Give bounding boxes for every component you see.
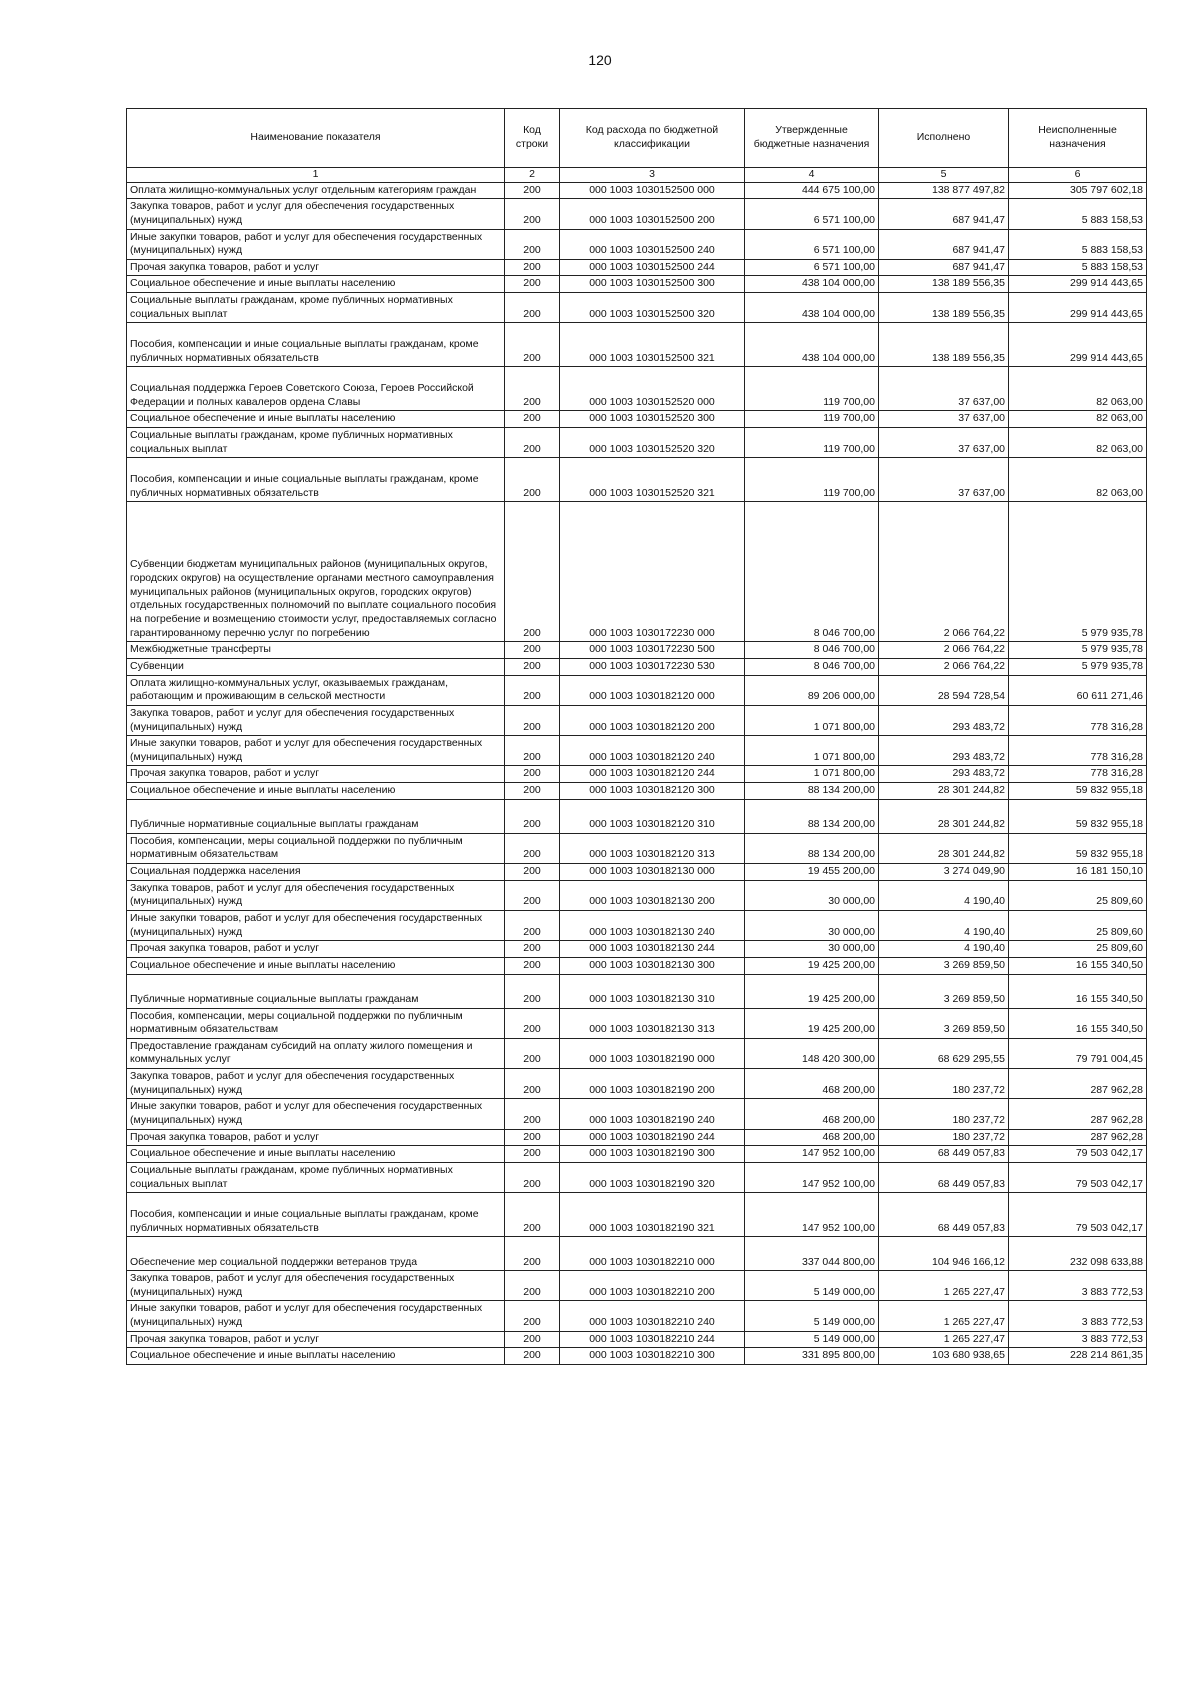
line-code-cell: 200	[505, 675, 560, 705]
indicator-name-cell: Закупка товаров, работ и услуг для обеспечения государственных (муниципальных) нужд	[127, 880, 505, 910]
indicator-name-cell: Прочая закупка товаров, работ и услуг	[127, 1331, 505, 1348]
unexecuted-amount-cell: 3 883 772,53	[1009, 1271, 1147, 1301]
approved-amount-cell: 6 571 100,00	[745, 229, 879, 259]
expense-code-cell: 000 1003 1030182190 244	[560, 1129, 745, 1146]
approved-amount-cell: 119 700,00	[745, 428, 879, 458]
header-approved: Утвержденные бюджетные назначения	[745, 109, 879, 168]
approved-amount-cell: 147 952 100,00	[745, 1146, 879, 1163]
unexecuted-amount-cell: 299 914 443,65	[1009, 293, 1147, 323]
executed-amount-cell: 68 449 057,83	[879, 1193, 1009, 1237]
approved-amount-cell: 5 149 000,00	[745, 1271, 879, 1301]
indicator-name-cell: Социальное обеспечение и иные выплаты населению	[127, 276, 505, 293]
expense-code-cell: 000 1003 1030182190 200	[560, 1069, 745, 1099]
approved-amount-cell: 119 700,00	[745, 411, 879, 428]
unexecuted-amount-cell: 3 883 772,53	[1009, 1301, 1147, 1331]
unexecuted-amount-cell: 778 316,28	[1009, 736, 1147, 766]
indicator-name-cell: Пособия, компенсации и иные социальные выплаты гражданам, кроме публичных нормативных обязательств	[127, 458, 505, 502]
expense-code-cell: 000 1003 1030182130 000	[560, 864, 745, 881]
table-row	[127, 367, 1147, 411]
indicator-name-cell: Предоставление гражданам субсидий на оплату жилого помещения и коммунальных услуг	[127, 1038, 505, 1068]
line-code-cell: 200	[505, 658, 560, 675]
line-code-cell: 200	[505, 910, 560, 940]
executed-amount-cell: 68 449 057,83	[879, 1146, 1009, 1163]
executed-amount-cell: 4 190,40	[879, 941, 1009, 958]
line-code-cell: 200	[505, 705, 560, 735]
line-code-cell: 200	[505, 293, 560, 323]
unexecuted-amount-cell: 5 883 158,53	[1009, 229, 1147, 259]
expense-code-cell: 000 1003 1030152500 000	[560, 182, 745, 199]
expense-code-cell: 000 1003 1030182130 244	[560, 941, 745, 958]
approved-amount-cell: 468 200,00	[745, 1069, 879, 1099]
expense-code-cell: 000 1003 1030152500 300	[560, 276, 745, 293]
line-code-cell: 200	[505, 864, 560, 881]
expense-code-cell: 000 1003 1030182190 240	[560, 1099, 745, 1129]
table-row	[127, 411, 1147, 428]
table-row	[127, 783, 1147, 800]
approved-amount-cell: 1 071 800,00	[745, 705, 879, 735]
table-row	[127, 675, 1147, 705]
executed-amount-cell: 2 066 764,22	[879, 502, 1009, 642]
line-code-cell: 200	[505, 323, 560, 367]
indicator-name-cell: Социальное обеспечение и иные выплаты населению	[127, 957, 505, 974]
approved-amount-cell: 1 071 800,00	[745, 736, 879, 766]
executed-amount-cell: 180 237,72	[879, 1099, 1009, 1129]
expense-code-cell: 000 1003 1030182120 200	[560, 705, 745, 735]
executed-amount-cell: 1 265 227,47	[879, 1301, 1009, 1331]
line-code-cell: 200	[505, 1146, 560, 1163]
table-row	[127, 642, 1147, 659]
expense-code-cell: 000 1003 1030182120 310	[560, 799, 745, 833]
indicator-name-cell: Иные закупки товаров, работ и услуг для обеспечения государственных (муниципальных) нужд	[127, 910, 505, 940]
unexecuted-amount-cell: 25 809,60	[1009, 941, 1147, 958]
header-line-code: Код строки	[505, 109, 560, 168]
unexecuted-amount-cell: 79 791 004,45	[1009, 1038, 1147, 1068]
indicator-name-cell: Социальные выплаты гражданам, кроме публичных нормативных социальных выплат	[127, 293, 505, 323]
column-number-row	[127, 168, 1147, 183]
approved-amount-cell: 6 571 100,00	[745, 199, 879, 229]
line-code-cell: 200	[505, 736, 560, 766]
approved-amount-cell: 19 425 200,00	[745, 974, 879, 1008]
indicator-name-cell: Пособия, компенсации и иные социальные выплаты гражданам, кроме публичных нормативных обязательств	[127, 1193, 505, 1237]
table-row	[127, 428, 1147, 458]
executed-amount-cell: 68 449 057,83	[879, 1162, 1009, 1192]
executed-amount-cell: 37 637,00	[879, 367, 1009, 411]
unexecuted-amount-cell: 5 979 935,78	[1009, 642, 1147, 659]
unexecuted-amount-cell: 59 832 955,18	[1009, 783, 1147, 800]
line-code-cell: 200	[505, 799, 560, 833]
unexecuted-amount-cell: 16 155 340,50	[1009, 1008, 1147, 1038]
column-number: 6	[1009, 168, 1147, 183]
line-code-cell: 200	[505, 428, 560, 458]
approved-amount-cell: 119 700,00	[745, 367, 879, 411]
expense-code-cell: 000 1003 1030182120 244	[560, 766, 745, 783]
executed-amount-cell: 28 301 244,82	[879, 783, 1009, 800]
executed-amount-cell: 28 301 244,82	[879, 799, 1009, 833]
header-executed: Исполнено	[879, 109, 1009, 168]
executed-amount-cell: 293 483,72	[879, 705, 1009, 735]
table-row	[127, 1146, 1147, 1163]
executed-amount-cell: 3 269 859,50	[879, 957, 1009, 974]
approved-amount-cell: 331 895 800,00	[745, 1348, 879, 1365]
expense-code-cell: 000 1003 1030182130 240	[560, 910, 745, 940]
expense-code-cell: 000 1003 1030152500 200	[560, 199, 745, 229]
expense-code-cell: 000 1003 1030182210 240	[560, 1301, 745, 1331]
line-code-cell: 200	[505, 1008, 560, 1038]
expense-code-cell: 000 1003 1030182210 300	[560, 1348, 745, 1365]
line-code-cell: 200	[505, 1331, 560, 1348]
indicator-name-cell: Оплата жилищно-коммунальных услуг отдельным категориям граждан	[127, 182, 505, 199]
table-body	[127, 182, 1147, 1364]
table-row	[127, 502, 1147, 642]
line-code-cell: 200	[505, 783, 560, 800]
page-number: 120	[588, 52, 612, 68]
unexecuted-amount-cell: 287 962,28	[1009, 1069, 1147, 1099]
indicator-name-cell: Оплата жилищно-коммунальных услуг, оказываемых гражданам, работающим и проживающим в сельской местности	[127, 675, 505, 705]
expense-code-cell: 000 1003 1030182120 000	[560, 675, 745, 705]
expense-code-cell: 000 1003 1030182210 200	[560, 1271, 745, 1301]
line-code-cell: 200	[505, 367, 560, 411]
table-row	[127, 1348, 1147, 1365]
executed-amount-cell: 138 189 556,35	[879, 276, 1009, 293]
indicator-name-cell: Социальное обеспечение и иные выплаты населению	[127, 1348, 505, 1365]
indicator-name-cell: Пособия, компенсации, меры социальной поддержки по публичным нормативным обязательствам	[127, 1008, 505, 1038]
table-row	[127, 259, 1147, 276]
approved-amount-cell: 88 134 200,00	[745, 799, 879, 833]
approved-amount-cell: 8 046 700,00	[745, 642, 879, 659]
executed-amount-cell: 28 594 728,54	[879, 675, 1009, 705]
unexecuted-amount-cell: 82 063,00	[1009, 458, 1147, 502]
unexecuted-amount-cell: 5 979 935,78	[1009, 502, 1147, 642]
indicator-name-cell: Социальная поддержка Героев Советского Союза, Героев Российской Федерации и полных кавалеров ордена Славы	[127, 367, 505, 411]
executed-amount-cell: 103 680 938,65	[879, 1348, 1009, 1365]
line-code-cell: 200	[505, 1301, 560, 1331]
column-number: 4	[745, 168, 879, 183]
expense-code-cell: 000 1003 1030152520 320	[560, 428, 745, 458]
unexecuted-amount-cell: 778 316,28	[1009, 766, 1147, 783]
unexecuted-amount-cell: 60 611 271,46	[1009, 675, 1147, 705]
executed-amount-cell: 138 877 497,82	[879, 182, 1009, 199]
line-code-cell: 200	[505, 957, 560, 974]
indicator-name-cell: Субвенции	[127, 658, 505, 675]
indicator-name-cell: Прочая закупка товаров, работ и услуг	[127, 766, 505, 783]
approved-amount-cell: 337 044 800,00	[745, 1237, 879, 1271]
indicator-name-cell: Иные закупки товаров, работ и услуг для обеспечения государственных (муниципальных) нужд	[127, 229, 505, 259]
expense-code-cell: 000 1003 1030182190 300	[560, 1146, 745, 1163]
approved-amount-cell: 438 104 000,00	[745, 293, 879, 323]
indicator-name-cell: Пособия, компенсации, меры социальной поддержки по публичным нормативным обязательствам	[127, 833, 505, 863]
table-row	[127, 276, 1147, 293]
table-row	[127, 458, 1147, 502]
table-row	[127, 1008, 1147, 1038]
executed-amount-cell: 138 189 556,35	[879, 293, 1009, 323]
expense-code-cell: 000 1003 1030182120 240	[560, 736, 745, 766]
approved-amount-cell: 88 134 200,00	[745, 783, 879, 800]
expense-code-cell: 000 1003 1030172230 500	[560, 642, 745, 659]
line-code-cell: 200	[505, 1348, 560, 1365]
indicator-name-cell: Закупка товаров, работ и услуг для обеспечения государственных (муниципальных) нужд	[127, 199, 505, 229]
table-row	[127, 957, 1147, 974]
line-code-cell: 200	[505, 199, 560, 229]
table-row	[127, 864, 1147, 881]
line-code-cell: 200	[505, 974, 560, 1008]
approved-amount-cell: 119 700,00	[745, 458, 879, 502]
approved-amount-cell: 147 952 100,00	[745, 1193, 879, 1237]
approved-amount-cell: 5 149 000,00	[745, 1331, 879, 1348]
unexecuted-amount-cell: 778 316,28	[1009, 705, 1147, 735]
line-code-cell: 200	[505, 880, 560, 910]
approved-amount-cell: 468 200,00	[745, 1129, 879, 1146]
indicator-name-cell: Межбюджетные трансферты	[127, 642, 505, 659]
header-indicator-name: Наименование показателя	[127, 109, 505, 168]
unexecuted-amount-cell: 82 063,00	[1009, 411, 1147, 428]
table-row	[127, 974, 1147, 1008]
table-row	[127, 736, 1147, 766]
table-row	[127, 229, 1147, 259]
approved-amount-cell: 8 046 700,00	[745, 502, 879, 642]
table-row	[127, 293, 1147, 323]
executed-amount-cell: 2 066 764,22	[879, 642, 1009, 659]
unexecuted-amount-cell: 16 181 150,10	[1009, 864, 1147, 881]
executed-amount-cell: 687 941,47	[879, 199, 1009, 229]
table-row	[127, 880, 1147, 910]
table-row	[127, 910, 1147, 940]
executed-amount-cell: 3 269 859,50	[879, 974, 1009, 1008]
table-row	[127, 1099, 1147, 1129]
line-code-cell: 200	[505, 1129, 560, 1146]
expense-code-cell: 000 1003 1030182190 320	[560, 1162, 745, 1192]
line-code-cell: 200	[505, 766, 560, 783]
expense-code-cell: 000 1003 1030182130 200	[560, 880, 745, 910]
indicator-name-cell: Социальная поддержка населения	[127, 864, 505, 881]
line-code-cell: 200	[505, 1069, 560, 1099]
executed-amount-cell: 3 269 859,50	[879, 1008, 1009, 1038]
line-code-cell: 200	[505, 502, 560, 642]
table-row	[127, 1069, 1147, 1099]
line-code-cell: 200	[505, 941, 560, 958]
expense-code-cell: 000 1003 1030182130 310	[560, 974, 745, 1008]
indicator-name-cell: Социальные выплаты гражданам, кроме публичных нормативных социальных выплат	[127, 428, 505, 458]
executed-amount-cell: 4 190,40	[879, 910, 1009, 940]
executed-amount-cell: 687 941,47	[879, 259, 1009, 276]
indicator-name-cell: Прочая закупка товаров, работ и услуг	[127, 259, 505, 276]
table-row	[127, 799, 1147, 833]
unexecuted-amount-cell: 79 503 042,17	[1009, 1162, 1147, 1192]
executed-amount-cell: 68 629 295,55	[879, 1038, 1009, 1068]
indicator-name-cell: Субвенции бюджетам муниципальных районов (муниципальных округов, городских округов) на осуществление органами местного самоуправления муниципальных районов (муниципальных округов, городских округов) отдельных государственных полномочий по выплате социального пособия на погребение и возмещению стоимости услуг, предоставляемых согласно гарантированному перечню услуг по погребению	[127, 502, 505, 642]
approved-amount-cell: 19 455 200,00	[745, 864, 879, 881]
expense-code-cell: 000 1003 1030182210 244	[560, 1331, 745, 1348]
approved-amount-cell: 444 675 100,00	[745, 182, 879, 199]
expense-code-cell: 000 1003 1030172230 000	[560, 502, 745, 642]
unexecuted-amount-cell: 305 797 602,18	[1009, 182, 1147, 199]
line-code-cell: 200	[505, 1162, 560, 1192]
indicator-name-cell: Социальное обеспечение и иные выплаты населению	[127, 1146, 505, 1163]
expense-code-cell: 000 1003 1030152520 321	[560, 458, 745, 502]
line-code-cell: 200	[505, 1271, 560, 1301]
approved-amount-cell: 5 149 000,00	[745, 1301, 879, 1331]
line-code-cell: 200	[505, 1193, 560, 1237]
executed-amount-cell: 293 483,72	[879, 766, 1009, 783]
unexecuted-amount-cell: 25 809,60	[1009, 880, 1147, 910]
table-row	[127, 1129, 1147, 1146]
table-row	[127, 941, 1147, 958]
expense-code-cell: 000 1003 1030182190 000	[560, 1038, 745, 1068]
unexecuted-amount-cell: 16 155 340,50	[1009, 957, 1147, 974]
approved-amount-cell: 19 425 200,00	[745, 1008, 879, 1038]
indicator-name-cell: Прочая закупка товаров, работ и услуг	[127, 1129, 505, 1146]
table-row	[127, 1193, 1147, 1237]
unexecuted-amount-cell: 232 098 633,88	[1009, 1237, 1147, 1271]
approved-amount-cell: 88 134 200,00	[745, 833, 879, 863]
expense-code-cell: 000 1003 1030182120 313	[560, 833, 745, 863]
executed-amount-cell: 2 066 764,22	[879, 658, 1009, 675]
approved-amount-cell: 19 425 200,00	[745, 957, 879, 974]
budget-execution-table	[126, 108, 1147, 1365]
unexecuted-amount-cell: 5 979 935,78	[1009, 658, 1147, 675]
executed-amount-cell: 104 946 166,12	[879, 1237, 1009, 1271]
column-number: 1	[127, 168, 505, 183]
line-code-cell: 200	[505, 458, 560, 502]
executed-amount-cell: 37 637,00	[879, 411, 1009, 428]
line-code-cell: 200	[505, 642, 560, 659]
expense-code-cell: 000 1003 1030182130 313	[560, 1008, 745, 1038]
expense-code-cell: 000 1003 1030152500 320	[560, 293, 745, 323]
approved-amount-cell: 147 952 100,00	[745, 1162, 879, 1192]
indicator-name-cell: Социальное обеспечение и иные выплаты населению	[127, 411, 505, 428]
unexecuted-amount-cell: 82 063,00	[1009, 428, 1147, 458]
line-code-cell: 200	[505, 276, 560, 293]
executed-amount-cell: 180 237,72	[879, 1129, 1009, 1146]
table-row	[127, 705, 1147, 735]
unexecuted-amount-cell: 79 503 042,17	[1009, 1146, 1147, 1163]
expense-code-cell: 000 1003 1030152500 240	[560, 229, 745, 259]
indicator-name-cell: Прочая закупка товаров, работ и услуг	[127, 941, 505, 958]
column-number: 2	[505, 168, 560, 183]
expense-code-cell: 000 1003 1030182130 300	[560, 957, 745, 974]
expense-code-cell: 000 1003 1030172230 530	[560, 658, 745, 675]
approved-amount-cell: 89 206 000,00	[745, 675, 879, 705]
approved-amount-cell: 30 000,00	[745, 880, 879, 910]
line-code-cell: 200	[505, 1038, 560, 1068]
indicator-name-cell: Закупка товаров, работ и услуг для обеспечения государственных (муниципальных) нужд	[127, 1069, 505, 1099]
unexecuted-amount-cell: 5 883 158,53	[1009, 199, 1147, 229]
approved-amount-cell: 438 104 000,00	[745, 323, 879, 367]
column-number: 3	[560, 168, 745, 183]
table-row	[127, 1237, 1147, 1271]
table-row	[127, 1038, 1147, 1068]
executed-amount-cell: 180 237,72	[879, 1069, 1009, 1099]
expense-code-cell: 000 1003 1030182210 000	[560, 1237, 745, 1271]
unexecuted-amount-cell: 299 914 443,65	[1009, 323, 1147, 367]
line-code-cell: 200	[505, 1099, 560, 1129]
approved-amount-cell: 1 071 800,00	[745, 766, 879, 783]
line-code-cell: 200	[505, 259, 560, 276]
executed-amount-cell: 37 637,00	[879, 428, 1009, 458]
expense-code-cell: 000 1003 1030152500 321	[560, 323, 745, 367]
table-row	[127, 766, 1147, 783]
table-row	[127, 1162, 1147, 1192]
table-header-row	[127, 109, 1147, 168]
table-row	[127, 182, 1147, 199]
unexecuted-amount-cell: 228 214 861,35	[1009, 1348, 1147, 1365]
approved-amount-cell: 6 571 100,00	[745, 259, 879, 276]
header-unexecuted: Неисполненные назначения	[1009, 109, 1147, 168]
executed-amount-cell: 293 483,72	[879, 736, 1009, 766]
executed-amount-cell: 4 190,40	[879, 880, 1009, 910]
expense-code-cell: 000 1003 1030152520 300	[560, 411, 745, 428]
line-code-cell: 200	[505, 182, 560, 199]
expense-code-cell: 000 1003 1030152500 244	[560, 259, 745, 276]
unexecuted-amount-cell: 287 962,28	[1009, 1129, 1147, 1146]
table-row	[127, 323, 1147, 367]
unexecuted-amount-cell: 5 883 158,53	[1009, 259, 1147, 276]
line-code-cell: 200	[505, 229, 560, 259]
approved-amount-cell: 438 104 000,00	[745, 276, 879, 293]
indicator-name-cell: Публичные нормативные социальные выплаты гражданам	[127, 799, 505, 833]
line-code-cell: 200	[505, 411, 560, 428]
executed-amount-cell: 3 274 049,90	[879, 864, 1009, 881]
expense-code-cell: 000 1003 1030152520 000	[560, 367, 745, 411]
unexecuted-amount-cell: 79 503 042,17	[1009, 1193, 1147, 1237]
indicator-name-cell: Публичные нормативные социальные выплаты гражданам	[127, 974, 505, 1008]
indicator-name-cell: Закупка товаров, работ и услуг для обеспечения государственных (муниципальных) нужд	[127, 705, 505, 735]
indicator-name-cell: Обеспечение мер социальной поддержки ветеранов труда	[127, 1237, 505, 1271]
executed-amount-cell: 138 189 556,35	[879, 323, 1009, 367]
table-row	[127, 199, 1147, 229]
indicator-name-cell: Социальные выплаты гражданам, кроме публичных нормативных социальных выплат	[127, 1162, 505, 1192]
header-expense-code: Код расхода по бюджетной классификации	[560, 109, 745, 168]
unexecuted-amount-cell: 16 155 340,50	[1009, 974, 1147, 1008]
column-number: 5	[879, 168, 1009, 183]
table-row	[127, 833, 1147, 863]
table-row	[127, 658, 1147, 675]
line-code-cell: 200	[505, 1237, 560, 1271]
indicator-name-cell: Закупка товаров, работ и услуг для обеспечения государственных (муниципальных) нужд	[127, 1271, 505, 1301]
indicator-name-cell: Иные закупки товаров, работ и услуг для обеспечения государственных (муниципальных) нужд	[127, 736, 505, 766]
approved-amount-cell: 148 420 300,00	[745, 1038, 879, 1068]
approved-amount-cell: 30 000,00	[745, 941, 879, 958]
unexecuted-amount-cell: 299 914 443,65	[1009, 276, 1147, 293]
indicator-name-cell: Иные закупки товаров, работ и услуг для обеспечения государственных (муниципальных) нужд	[127, 1301, 505, 1331]
approved-amount-cell: 468 200,00	[745, 1099, 879, 1129]
expense-code-cell: 000 1003 1030182120 300	[560, 783, 745, 800]
unexecuted-amount-cell: 287 962,28	[1009, 1099, 1147, 1129]
table-row	[127, 1331, 1147, 1348]
line-code-cell: 200	[505, 833, 560, 863]
indicator-name-cell: Пособия, компенсации и иные социальные выплаты гражданам, кроме публичных нормативных обязательств	[127, 323, 505, 367]
executed-amount-cell: 28 301 244,82	[879, 833, 1009, 863]
unexecuted-amount-cell: 82 063,00	[1009, 367, 1147, 411]
unexecuted-amount-cell: 59 832 955,18	[1009, 799, 1147, 833]
executed-amount-cell: 1 265 227,47	[879, 1271, 1009, 1301]
approved-amount-cell: 8 046 700,00	[745, 658, 879, 675]
unexecuted-amount-cell: 59 832 955,18	[1009, 833, 1147, 863]
executed-amount-cell: 37 637,00	[879, 458, 1009, 502]
unexecuted-amount-cell: 3 883 772,53	[1009, 1331, 1147, 1348]
expense-code-cell: 000 1003 1030182190 321	[560, 1193, 745, 1237]
indicator-name-cell: Социальное обеспечение и иные выплаты населению	[127, 783, 505, 800]
unexecuted-amount-cell: 25 809,60	[1009, 910, 1147, 940]
executed-amount-cell: 687 941,47	[879, 229, 1009, 259]
executed-amount-cell: 1 265 227,47	[879, 1331, 1009, 1348]
table-row	[127, 1271, 1147, 1301]
table-row	[127, 1301, 1147, 1331]
indicator-name-cell: Иные закупки товаров, работ и услуг для обеспечения государственных (муниципальных) нужд	[127, 1099, 505, 1129]
approved-amount-cell: 30 000,00	[745, 910, 879, 940]
